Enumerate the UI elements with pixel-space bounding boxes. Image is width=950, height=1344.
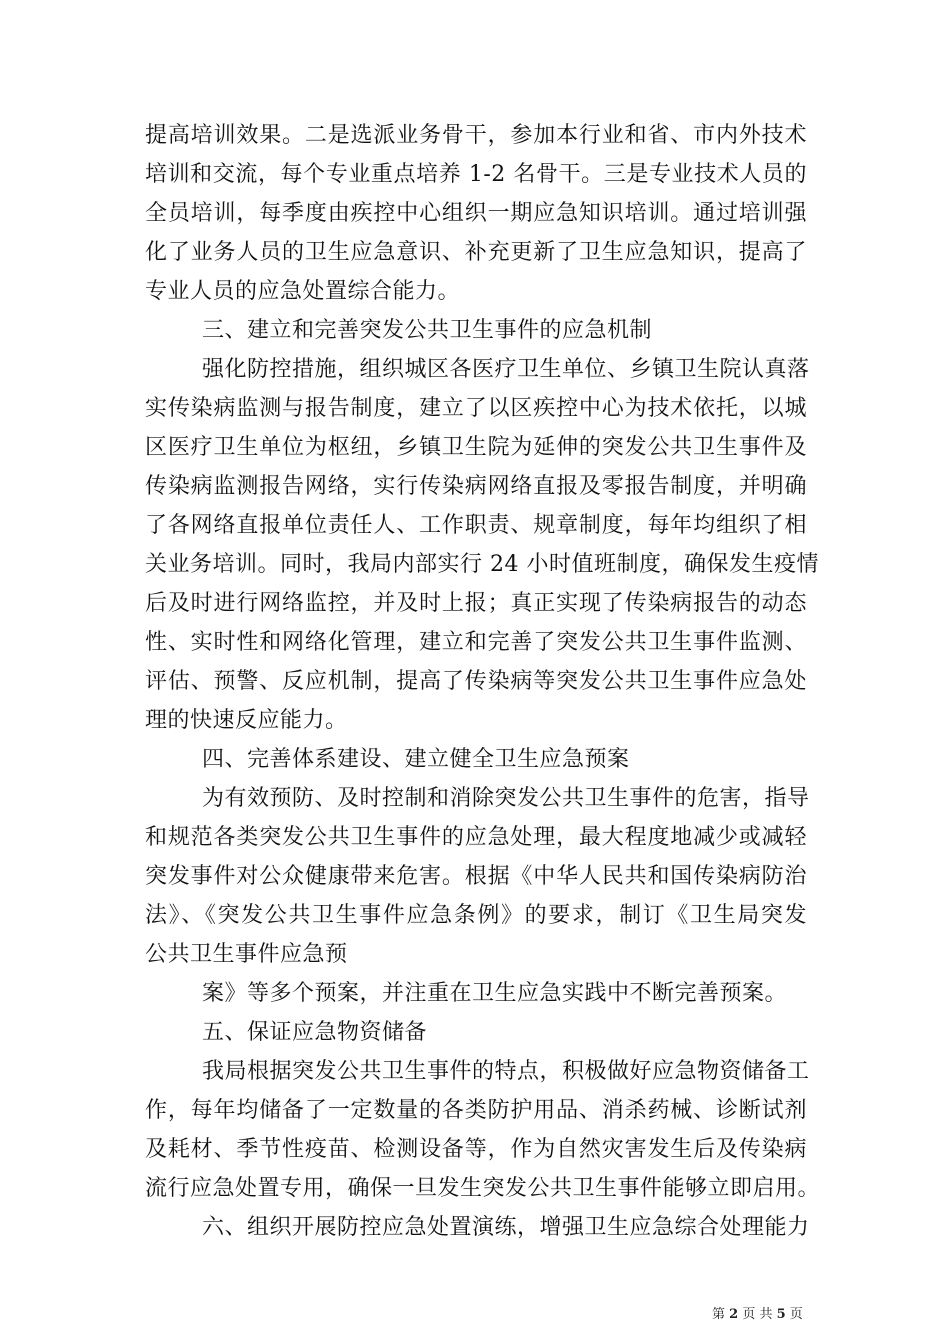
text-line: 突发事件对公众健康带来危害。根据《中华人民共和国传染病防治: [145, 864, 807, 889]
text-line: 公共卫生事件应急预: [145, 942, 348, 967]
text-line: 实传染病监测与报告制度，建立了以区疾控中心为技术依托，以城: [145, 396, 807, 421]
text-line: 案》等多个预案，并注重在卫生应急实践中不断完善预案。: [202, 981, 788, 1006]
text-line: 性、实时性和网络化管理，建立和完善了突发公共卫生事件监测、: [145, 630, 807, 655]
text-line: 理的快速反应能力。: [145, 708, 348, 733]
footer-suffix: 页: [789, 1307, 803, 1322]
page-footer: [712, 1303, 803, 1322]
text-line: 了各网络直报单位责任人、工作职责、规章制度，每年均组织了相: [145, 513, 807, 538]
current-page-number: 2: [729, 1307, 739, 1322]
text-line: 四、完善体系建设、建立健全卫生应急预案: [202, 747, 630, 772]
document-body: [145, 116, 821, 1247]
text-line: 传染病监测报告网络，实行传染病网络直报及零报告制度，并明确: [145, 474, 807, 499]
text-line: 提高培训效果。二是选派业务骨干，参加本行业和省、市内外技术: [145, 123, 807, 148]
text-line: 及耗材、季节性疫苗、检测设备等，作为自然灾害发生后及传染病: [145, 1137, 807, 1162]
text-line: 专业人员的应急处置综合能力。: [145, 279, 461, 304]
footer-middle: 页 共: [742, 1307, 773, 1322]
text-line: 评估、预警、反应机制，提高了传染病等突发公共卫生事件应急处: [145, 669, 807, 694]
text-line: 关业务培训。同时，我局内部实行 24 小时值班制度，确保发生疫情: [145, 552, 819, 577]
text-line: 五、保证应急物资储备: [202, 1020, 428, 1045]
text-line: 六、组织开展防控应急处置演练，增强卫生应急综合处理能力: [202, 1215, 810, 1240]
text-line: 后及时进行网络监控，并及时上报；真正实现了传染病报告的动态: [145, 591, 807, 616]
text-line: 三、建立和完善突发公共卫生事件的应急机制: [202, 318, 653, 343]
text-line: 化了业务人员的卫生应急意识、补充更新了卫生应急知识，提高了: [145, 240, 807, 265]
text-line: 法》、《突发公共卫生事件应急条例》的要求，制订《卫生局突发: [145, 903, 807, 928]
footer-prefix: 第: [712, 1307, 726, 1322]
text-line: 区医疗卫生单位为枢纽，乡镇卫生院为延伸的突发公共卫生事件及: [145, 435, 807, 460]
text-line: 培训和交流，每个专业重点培养 1-2 名骨干。三是专业技术人员的: [145, 162, 807, 187]
text-line: 和规范各类突发公共卫生事件的应急处理，最大程度地减少或减轻: [145, 825, 807, 850]
text-line: 流行应急处置专用，确保一旦发生突发公共卫生事件能够立即启用。: [145, 1176, 821, 1201]
text-line: 作，每年均储备了一定数量的各类防护用品、消杀药械、诊断试剂: [145, 1098, 807, 1123]
text-line: 强化防控措施，组织城区各医疗卫生单位、乡镇卫生院认真落: [202, 357, 810, 382]
text-line: 为有效预防、及时控制和消除突发公共卫生事件的危害，指导: [202, 786, 810, 811]
text-line: 我局根据突发公共卫生事件的特点，积极做好应急物资储备工: [202, 1059, 810, 1084]
text-line: 全员培训，每季度由疾控中心组织一期应急知识培训。通过培训强: [145, 201, 807, 226]
total-page-number: 5: [776, 1307, 786, 1322]
